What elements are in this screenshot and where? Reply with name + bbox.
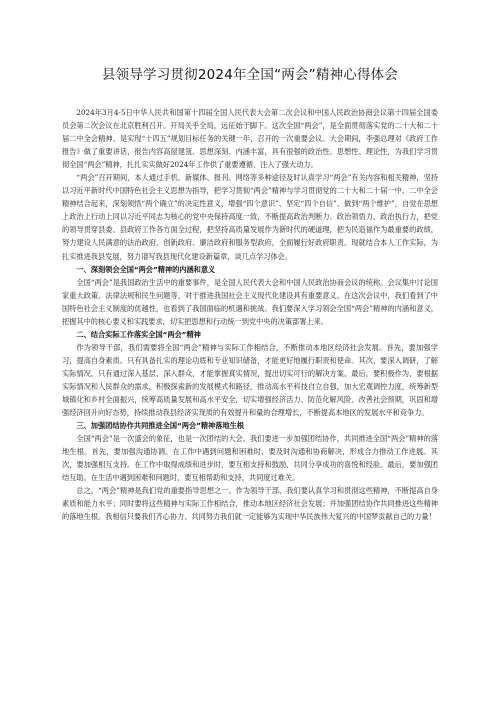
body-paragraph: 2024年3月4-5日中华人民共和国第十四届全国人民代表大会第二次会议和中国人民政治协商会议第十四届全国委员会第二次会议在北京胜利召开。开局关乎全局，远征始于脚下。这次全国“两会”，是全面贯彻落实党的二十大和二十届二中全会精神、是实现“十四五”规划目标任务的关键一年，召开的一次重要会议。大会期间，李强总理对《政府工作报告》做了重要讲话，报告内容高屋建瓴、思想深刻、内涵丰富，具有很强的政治性、思想性、理论性，为我们学习贯彻全国“两会”精神，扎扎实实做好2024年工作供了重要遵循、注入了强大动力。 [62,108,438,170]
body-paragraph: “两会”召开期间，本人通过手机、新媒体、报刊、网络等多种途径及时认真学习“两会”有关内容和相关精神，坚持以习近平新时代中国特色社会主义思想为指导，把学习贯彻“两会”精神与学习贯彻党的二十大和二十届一中、二中全会精神结合起来，深刻领悟“两个确立”的决定性意义，增强“四个意识”、坚定“四个自信”、做到“两个维护”，自觉在思想上政治上行动上同以习近平同志为核心的党中央保持高度一致，不断提高政治判断力、政治领悟力、政治执行力，把党的领导贯穿县委、县政府工作各方面全过程，把坚持高质量发展作为新时代的硬道理，把为民造福作为最重要的政绩，努力建设人民满意的法治政府、创新政府、廉洁政府和服务型政府，全面履行好政府职责。现就结合本人工作实际，为扎实推进我县发展，努力谱写我县现代化建设新篇章，谈几点学习体会。 [62,173,438,261]
body-paragraph: 全国“两会”是一次盛会的象征，也是一次团结的大会。我们要进一步加强团结协作，共同推进全国“两会”精神的落地生根。首先，要加强沟通协调。在工作中遇到问题和困难时，要及时沟通和协商解决，形成合力推动工作进展。其次，要加强相互支持。在工作中取得成绩和进步时，要互相支持和鼓励，共同分享成功的喜悦和经验。最后，要加强团结互助。在生活中遇到困难和问题时，要互相帮助和支持，共同度过难关。 [62,434,438,483]
body-paragraph: 作为领导干部，我们需要将全国“两会”精神与实际工作相结合，不断推动本地区经济社会发展。首先，要加强学习，提高自身素质。只有具备扎实的理论功底和专业知识储备，才能更好地履行职责和使命。其次，要深入调研，了解实际情况。只有通过深入基层、深入群众，才能掌握真实情况，提出切实可行的解决方案。最后，要积极作为，要根据实际情况和人民群众的需求，积极探索新的发展模式和路径，推动高水平科技自立自强，加大宏观调控力度，统筹新型城镇化和乡村全面振兴，统筹高质量发展和高水平安全，切实增强经济活力、防范化解风险、改善社会预期，巩固和增强经济回升向好态势，持续推动我县经济实现质的有效提升和量的合理增长，不断提高本地区的发展水平和竞争力。 [62,342,438,418]
document-title: 县领导学习贯彻2024年全国“两会”精神心得体会 [101,67,399,83]
section-heading: 二、结合实际工作落实全国“两会”精神 [76,329,201,339]
document-body [62,106,438,524]
section-heading: 一、深刻领会全国“两会”精神的内涵和意义 [76,264,216,274]
body-paragraph: 全国“两会”是我国政治生活中的重要事件，是全国人民代表大会和中国人民政治协商会议的统称。会议集中讨论国家重大政策、法律法规和民生问题等，对于推进我国社会主义现代化建设具有重要意义。在这次会议中，我们看到了中国特色社会主义制度的优越性，也看到了我国面临的机遇和挑战。我们要深入学习领会全国“两会”精神的内涵和意义，把握其中的核心要义和实践要求，切实把思想和行动统一到党中央的决策部署上来。 [62,277,438,326]
section-heading: 三、加强团结协作共同推进全国“两会”精神落地生根 [76,421,244,431]
body-paragraph: 总之，“两会”精神是我们党的重要指导思想之一。作为领导干部，我们要认真学习和贯彻这些精神，不断提高自身素质和能力水平；同时要将这些精神与实际工作相结合，推动本地区经济社会发展；并加强团结协作共同推进这些精神的落地生根。我相信只要我们齐心协力、共同努力我们就一定能够为实现中华民族伟大复兴的中国梦贡献自己的力量！ [62,486,438,522]
